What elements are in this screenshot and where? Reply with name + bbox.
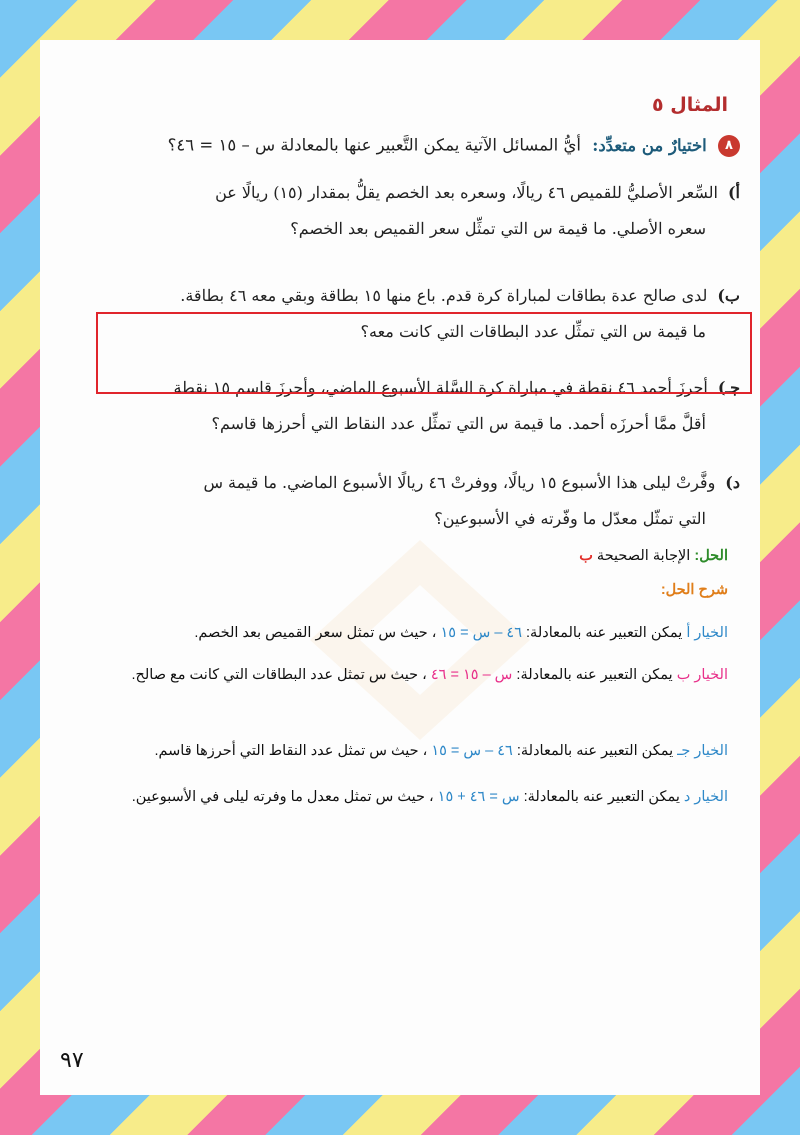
- explain-label: شرح الحل:: [660, 582, 728, 598]
- equation: ٤٦ – س = ١٥: [440, 625, 522, 641]
- option-d-line1: د)وفَّرتْ ليلى هذا الأسبوع ١٥ ريالًا، ووفرتْ ٤٦ ريالًا الأسبوع الماضي. ما قيمة س: [203, 473, 740, 492]
- question-type-label: اختيارٌ من متعدِّد:: [592, 135, 707, 155]
- explain-item-a: الخيار أ يمكن التعبير عنه بالمعادلة: ٤٦ – س = ١٥ ، حيث س تمثل سعر القميص بعد الخصم.: [194, 625, 728, 641]
- question-line: [80, 135, 740, 157]
- explain-label-line: [68, 582, 728, 598]
- choice-label: الخيار جـ: [677, 743, 728, 759]
- solution-label: الحل:: [694, 548, 728, 564]
- page-number: ٩٧: [60, 1048, 84, 1073]
- equation: س – ١٥ = ٤٦: [430, 667, 513, 683]
- option-letter: ب): [717, 286, 740, 305]
- option-letter: جـ): [717, 378, 740, 397]
- choice-label: الخيار د: [683, 789, 728, 805]
- answer-text: الإجابة الصحيحة: [596, 548, 691, 564]
- choice-label: الخيار أ: [686, 625, 728, 641]
- question-number-badge: ٨: [718, 135, 740, 157]
- option-letter: د): [725, 473, 740, 492]
- option-b-line1: ب)لدى صالح عدة بطاقات لمباراة كرة قدم. باع منها ١٥ بطاقة وبقي معه ٤٦ بطاقة.: [180, 286, 740, 305]
- option-a-line2: سعره الأصلي. ما قيمة س التي تمثِّل سعر القميص بعد الخصم؟: [290, 219, 706, 238]
- option-c-line2: أقلَّ ممَّا أحرزَه أحمد. ما قيمة س التي تمثِّل عدد النقاط التي أحرزها قاسم؟: [211, 414, 706, 433]
- question-text: أيُّ المسائل الآتية يمكن التَّعبير عنها بالمعادلة س – ١٥ = ٤٦؟: [167, 135, 581, 155]
- example-title: المثال ٥: [652, 94, 728, 116]
- option-a: [100, 175, 740, 247]
- explain-item-b: الخيار ب يمكن التعبير عنه بالمعادلة: س – ١٥ = ٤٦ ، حيث س تمثل عدد البطاقات التي كانت مع صالح.: [131, 667, 728, 683]
- option-letter: أ): [727, 183, 740, 202]
- highlight-box-option-b: [96, 312, 752, 394]
- equation: ٤٦ – س = ١٥: [431, 743, 513, 759]
- option-b-line2: ما قيمة س التي تمثِّل عدد البطاقات التي كانت معه؟: [360, 322, 706, 341]
- answer-line: [68, 548, 728, 564]
- answer-letter: ب: [579, 548, 593, 564]
- explain-item-c: الخيار جـ يمكن التعبير عنه بالمعادلة: ٤٦ – س = ١٥ ، حيث س تمثل عدد النقاط التي أحرزها قاسم.: [154, 743, 728, 759]
- option-d: [100, 465, 740, 537]
- option-d-line2: التي تمثّل معدّل ما وفّرته في الأسبوعين؟: [434, 509, 706, 528]
- equation: س = ٤٦ + ١٥: [437, 789, 520, 805]
- page-sheet: [40, 40, 760, 1095]
- option-c-line1: جـ)أحرزَ أحمد ٤٦ نقطة في مباراة كرة السَّلة الأسبوع الماضي، وأحرزَ قاسم ١٥ نقطة: [173, 378, 740, 397]
- option-a-line1: أ)السِّعر الأصليُّ للقميص ٤٦ ريالًا، وسعره بعد الخصم يقلُّ بمقدار (١٥) ريالًا عن: [215, 183, 740, 202]
- choice-label: الخيار ب: [676, 667, 728, 683]
- explain-item-d: الخيار د يمكن التعبير عنه بالمعادلة: س = ٤٦ + ١٥ ، حيث س تمثل معدل ما وفرته ليلى في الأسبوعين.: [131, 789, 728, 805]
